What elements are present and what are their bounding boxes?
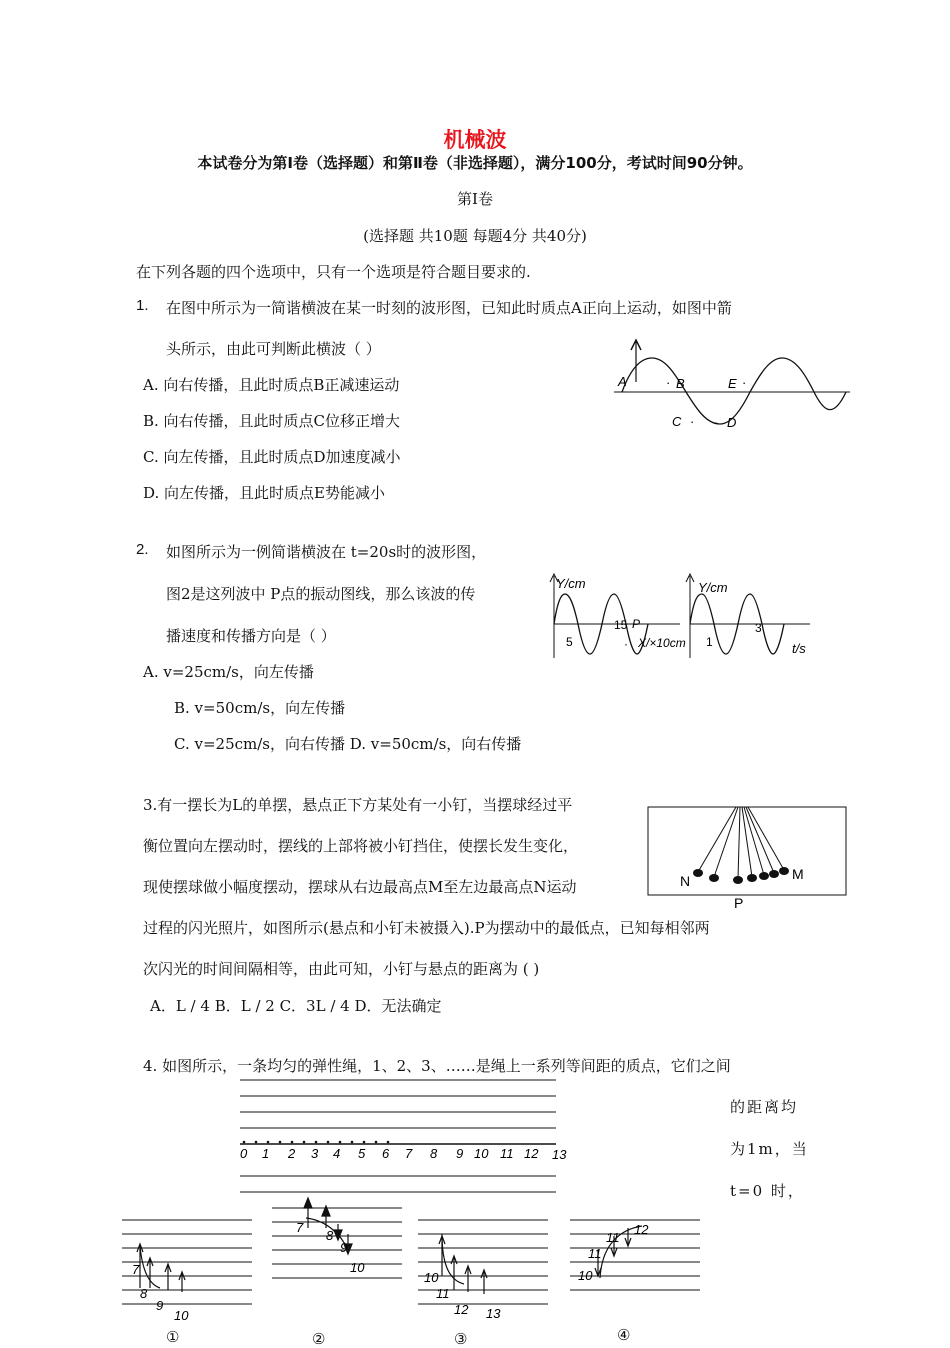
- q4-stem-side3: t=0 时，: [730, 1182, 805, 1200]
- panel3-label: 13: [486, 1306, 501, 1321]
- pendulum-bob: [759, 872, 769, 880]
- q3-stem-line4: 过程的闪光照片，如图所示(悬点和小钉未被摄入).P为摆动中的最低点，已知每相邻两: [143, 919, 710, 937]
- q2-fig2-tick1: 1: [706, 635, 713, 649]
- q4-panel-2: [268, 1196, 410, 1288]
- panel2-label: 8: [326, 1228, 334, 1243]
- q3-figure-frame: [648, 807, 846, 895]
- panel3-label: 10: [424, 1270, 439, 1285]
- q2-fig2-tick2: 3: [755, 621, 762, 635]
- panel1-label: 8: [140, 1286, 148, 1301]
- rope-label: 7: [405, 1146, 413, 1161]
- q4-panel-1: [118, 1212, 260, 1324]
- pendulum-bob: [709, 874, 719, 882]
- pendulum-bob: [693, 869, 703, 877]
- panel3-label: 12: [454, 1302, 469, 1317]
- q4-rope-figure: [234, 1078, 574, 1200]
- caption-1: ①: [166, 1328, 180, 1346]
- q3-label-p: P: [734, 895, 744, 911]
- q1-option-c: C. 向左传播，且此时质点D加速度减小: [143, 448, 401, 466]
- q4-stem-side2: 为1m，当: [730, 1140, 809, 1158]
- rope-label: 11: [500, 1146, 514, 1161]
- rope-particles: [243, 1141, 390, 1144]
- caption-2: ②: [312, 1330, 326, 1348]
- q1-dot-e: ·: [742, 375, 747, 390]
- pendulum-bob: [779, 867, 789, 875]
- rope-label: 2: [288, 1146, 296, 1161]
- caption-3: ③: [454, 1330, 468, 1348]
- panel4-label: 11: [606, 1230, 620, 1245]
- q1-label-e: E: [728, 376, 737, 391]
- panel3-label: 11: [436, 1286, 450, 1301]
- q1-stem-line2: 头所示，由此可判断此横波（ ）: [166, 340, 381, 358]
- panel4-label: 10: [578, 1268, 593, 1283]
- panel4-label: 11: [588, 1246, 602, 1261]
- q2-fig2-xlabel: t/s: [792, 641, 806, 656]
- q2-stem-line2: 图2是这列波中 P点的振动图线，那么该波的传: [166, 585, 476, 603]
- caption-4: ④: [617, 1326, 631, 1344]
- q1-dot-b: ·: [666, 375, 671, 390]
- q2-fig1-point-dot: ·: [624, 637, 628, 651]
- panel-guide-lines: [272, 1208, 402, 1278]
- panel2-label: 7: [296, 1220, 304, 1235]
- q4-panel-4: [566, 1212, 708, 1324]
- part-note: (选择题 共10题 每题4分 共40分): [363, 227, 587, 245]
- q2-stem-line3: 播速度和传播方向是（ ）: [166, 627, 336, 645]
- q2-fig1-point-p: P: [632, 617, 641, 631]
- rope-label: 8: [430, 1146, 438, 1161]
- q1-number: 1.: [136, 297, 149, 314]
- panel1-label: 10: [174, 1308, 189, 1323]
- rope-label: 3: [311, 1146, 319, 1161]
- q2-fig1-xlabel: X/×10cm: [638, 636, 686, 650]
- q1-stem-line1: 在图中所示为一简谐横波在某一时刻的波形图，已知此时质点A正向上运动，如图中箭: [166, 299, 732, 317]
- q1-option-a: A. 向右传播，且此时质点B正减速运动: [143, 376, 400, 394]
- q3-label-n: N: [680, 873, 691, 889]
- q3-stem-line2: 衡位置向左摆动时，摆线的上部将被小钉挡住，使摆长发生变化，: [143, 837, 579, 855]
- q1-label-b: B: [676, 376, 685, 391]
- pendulum-string: [698, 807, 736, 872]
- q3-pendulum-figure: [646, 805, 850, 913]
- q3-options: A．L / 4 B．L / 2 C．3L / 4 D．无法确定: [150, 997, 442, 1015]
- q3-stem-line3: 现使摆球做小幅度摆动，摆球从右边最高点M至左边最高点N运动: [143, 878, 577, 896]
- rope-label: 10: [474, 1146, 489, 1161]
- q2-figures: [540, 568, 820, 668]
- q4-stem-side1: 的距离均: [730, 1098, 799, 1116]
- panel2-label: 10: [350, 1260, 365, 1275]
- q2-stem-line1: 如图所示为一例简谐横波在 t=20s时的波形图，: [166, 543, 487, 561]
- panel4-label: 12: [634, 1222, 649, 1237]
- exam-instructions: 本试卷分为第Ⅰ卷（选择题）和第Ⅱ卷（非选择题），满分100分，考试时间90分钟。: [197, 154, 753, 172]
- q1-label-c: C: [672, 414, 682, 429]
- q2-fig2-ylabel: Y/cm: [698, 580, 728, 595]
- q2-fig1-tick1: 5: [566, 635, 573, 649]
- page-title: 机械波: [443, 128, 507, 152]
- rope-label: 6: [382, 1146, 390, 1161]
- q3-label-m: M: [792, 866, 804, 882]
- rope-label: 0: [240, 1146, 248, 1161]
- rope-label: 5: [358, 1146, 366, 1161]
- q1-dot-c: ·: [690, 414, 695, 429]
- q1-dot-d: ·: [714, 415, 719, 430]
- rope-label: 4: [333, 1146, 341, 1161]
- section-instruction: 在下列各题的四个选项中，只有一个选项是符合题目要求的.: [136, 263, 531, 281]
- pendulum-bob: [733, 876, 743, 884]
- q2-number: 2.: [136, 541, 149, 558]
- rope-label: 1: [262, 1146, 270, 1161]
- panel1-label: 9: [156, 1298, 164, 1313]
- q1-label-d: D: [727, 415, 737, 430]
- q3-stem-line1: 3.有一摆长为L的单摆，悬点正下方某处有一小钉，当摆球经过平: [143, 796, 573, 814]
- panel2-label: 9: [340, 1240, 348, 1255]
- part-heading: 第Ⅰ卷: [457, 190, 493, 208]
- pendulum-bob: [747, 874, 757, 882]
- rope-label: 13: [552, 1147, 567, 1162]
- pendulum-string: [738, 807, 740, 879]
- q1-option-d: D. 向左传播，且此时质点E势能减小: [143, 484, 385, 502]
- rope-label: 9: [456, 1146, 464, 1161]
- q1-wave-figure: [600, 330, 860, 440]
- q1-label-a: A: [618, 374, 627, 389]
- q2-option-b: B. v=50cm/s，向左传播: [174, 699, 346, 717]
- q2-fig1-ylabel: Y/cm: [556, 576, 586, 591]
- panel1-label: 7: [132, 1262, 140, 1277]
- q2-fig1-tick2: 15: [614, 618, 628, 632]
- q2-option-cd: C. v=25cm/s，向右传播 D. v=50cm/s，向右传播: [174, 735, 522, 753]
- q4-stem-line1: 4. 如图所示，一条均匀的弹性绳，1、2、3、……是绳上一系列等间距的质点，它们之间: [143, 1057, 731, 1075]
- pendulum-bob: [769, 870, 779, 878]
- q3-stem-line5: 次闪光的时间间隔相等，由此可知，小钉与悬点的距离为 ( ): [143, 960, 540, 978]
- pendulum-string: [714, 807, 738, 877]
- q1-option-b: B. 向右传播，且此时质点C位移正增大: [143, 412, 401, 430]
- q4-panel-3: [414, 1212, 556, 1324]
- q2-option-a: A. v=25cm/s，向左传播: [143, 663, 314, 681]
- rope-label: 12: [524, 1146, 539, 1161]
